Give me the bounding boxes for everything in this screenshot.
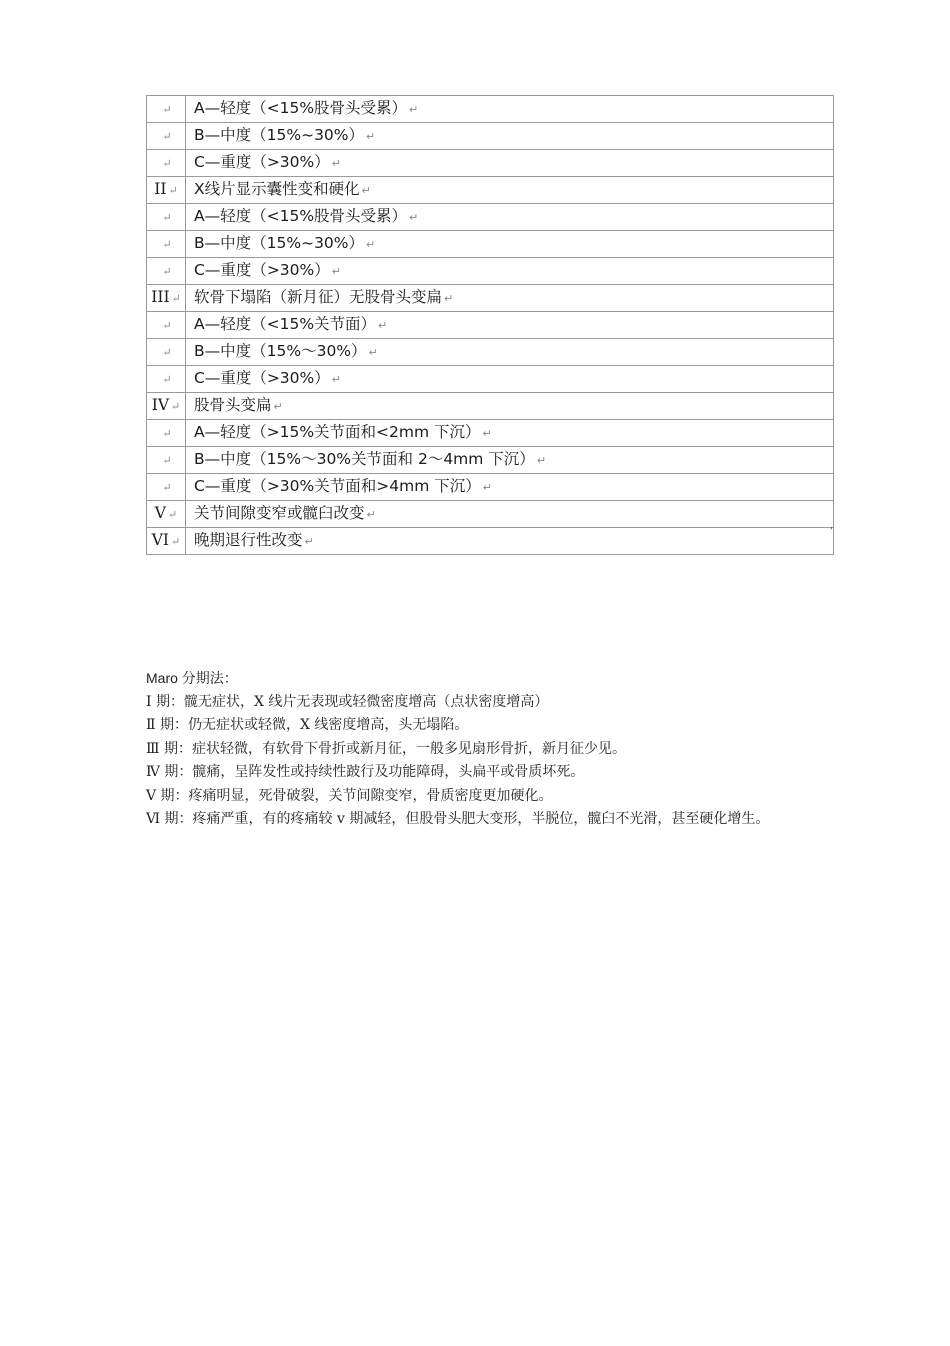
description-text: C—重度（>30%）	[194, 261, 330, 279]
paragraph-mark: ↵	[536, 454, 547, 467]
paragraph-mark: ↵	[171, 400, 181, 413]
description-text: C—重度（>30%）	[194, 369, 330, 387]
description-cell	[186, 204, 834, 231]
stage-label: V	[154, 504, 166, 522]
paragraph-mark: ↵	[162, 481, 172, 494]
description-cell	[186, 231, 834, 258]
staging-table-image	[146, 99, 834, 549]
paragraph-mark: ↵	[162, 238, 172, 251]
stage-cell	[147, 285, 186, 312]
stage-line-6: Ⅵ 期：疼痛严重，有的疼痛较 v 期减轻，但股骨头肥大变形，半脱位，髋臼不光滑，甚至硬化增生。	[146, 811, 770, 827]
paragraph-mark: ↵	[482, 427, 492, 440]
description-cell	[186, 150, 834, 177]
description-cell	[186, 177, 834, 204]
paragraph-mark: ↵	[331, 157, 341, 170]
stage-cell	[147, 474, 186, 501]
table-row	[147, 258, 834, 285]
description-text: X线片显示囊性变和硬化	[194, 180, 360, 198]
paragraph-mark: ↵	[162, 265, 172, 278]
stage-line-3: Ⅲ 期：症状轻微，有软骨下骨折或新月征，一般多见扇形骨折，新月征少见。	[146, 740, 626, 757]
paragraph-mark: ↵	[171, 292, 181, 305]
table-row	[147, 393, 834, 420]
paragraph-mark: ↵	[162, 346, 172, 359]
description-text: A—轻度（>15%关节面和<2mm 下沉）	[194, 423, 481, 441]
stage-cell	[147, 231, 186, 258]
stage-cell	[147, 339, 186, 366]
paragraph-mark: ↵	[361, 184, 371, 197]
paragraph-mark: ↵	[162, 103, 172, 116]
description-cell	[186, 528, 834, 555]
description-text: 股骨头变扁	[194, 396, 272, 414]
description-text: B—中度（15%~30%）	[194, 234, 365, 252]
paragraph-mark: ↵	[482, 481, 492, 494]
description-cell	[186, 447, 834, 474]
paragraph-mark: ↵	[162, 157, 172, 170]
stage-line-4: Ⅳ 期：髋痛，呈阵发性或持续性跛行及功能障碍，头扁平或骨质坏死。	[146, 764, 585, 780]
paragraph-mark: ↵	[162, 427, 172, 440]
description-cell	[186, 420, 834, 447]
table-row	[147, 420, 834, 447]
description-cell	[186, 501, 834, 528]
description-cell	[186, 393, 834, 420]
description-cell	[186, 339, 834, 366]
paragraph-mark: ↵	[444, 292, 454, 305]
table-row	[147, 285, 834, 312]
paragraph-mark: ↵	[378, 319, 388, 332]
description-cell	[186, 258, 834, 285]
stage-line-1: Ⅰ 期：髋无症状，X 线片无表现或轻微密度增高（点状密度增高）	[146, 693, 549, 710]
description-text: 晚期退行性改变	[194, 531, 303, 549]
paragraph-mark: ↵	[368, 346, 378, 359]
paragraph-mark: ↵	[366, 238, 376, 251]
stage-cell	[147, 501, 186, 528]
table-row	[147, 366, 834, 393]
description-cell	[186, 366, 834, 393]
paragraph-mark: ↵	[331, 373, 341, 386]
paragraph-mark: ↵	[162, 211, 172, 224]
section-heading: Maro 分期法：	[146, 670, 238, 686]
description-text: 关节间隙变窄或髋臼改变	[194, 504, 365, 522]
table-row	[147, 528, 834, 555]
paragraph-mark: ↵	[167, 508, 178, 521]
description-text: C—重度（>30%）	[194, 153, 330, 171]
stage-cell	[147, 420, 186, 447]
paragraph-mark: ↵	[366, 508, 376, 521]
stage-cell	[147, 258, 186, 285]
table-row	[147, 312, 834, 339]
paragraph-mark: ↵	[366, 130, 376, 143]
stage-label: IV	[151, 396, 170, 414]
stage-line-2: Ⅱ 期：仍无症状或轻微，X 线密度增高，头无塌陷。	[146, 717, 469, 733]
stage-label: III	[151, 288, 170, 306]
table-row	[147, 474, 834, 501]
description-text: 软骨下塌陷（新月征）无股骨头变扁	[194, 288, 443, 306]
stage-cell	[147, 177, 186, 204]
table-row	[147, 231, 834, 258]
table-row	[147, 96, 834, 123]
description-cell	[186, 96, 834, 123]
stage-cell	[147, 150, 186, 177]
stage-label: VI	[151, 531, 170, 549]
stage-cell	[147, 96, 186, 123]
stage-cell	[147, 204, 186, 231]
stage-cell	[147, 393, 186, 420]
stage-cell	[147, 123, 186, 150]
staging-table	[146, 95, 834, 555]
table-row	[147, 177, 834, 204]
description-cell	[186, 285, 834, 312]
paragraph-mark: ↵	[409, 103, 419, 116]
description-text: C—重度（>30%关节面和>4mm 下沉）	[194, 477, 481, 495]
description-text: A—轻度（<15%股骨头受累）	[194, 99, 408, 117]
stage-line-5: Ⅴ 期：疼痛明显，死骨破裂，关节间隙变窄，骨质密度更加硬化。	[146, 787, 553, 804]
paragraph-mark: ↵	[168, 184, 178, 197]
trailing-mark: ,	[830, 520, 834, 531]
paragraph-mark: ↵	[171, 535, 181, 548]
description-text: B—中度（15%～30%关节面和 2～4mm 下沉）	[194, 450, 535, 468]
paragraph-mark: ↵	[273, 400, 283, 413]
description-cell	[186, 312, 834, 339]
paragraph-mark: ↵	[162, 454, 172, 467]
paragraph-mark: ↵	[409, 211, 419, 224]
description-text: A—轻度（<15%股骨头受累）	[194, 207, 408, 225]
description-cell	[186, 123, 834, 150]
description-text: A—轻度（<15%关节面）	[194, 315, 377, 333]
description-text: B—中度（15%～30%）	[194, 342, 367, 360]
paragraph-mark: ↵	[162, 373, 172, 386]
stage-cell	[147, 447, 186, 474]
table-row	[147, 123, 834, 150]
stage-label: II	[154, 180, 167, 198]
stage-cell	[147, 312, 186, 339]
paragraph-mark: ↵	[304, 535, 314, 548]
table-row	[147, 204, 834, 231]
stage-cell	[147, 528, 186, 555]
paragraph-mark: ↵	[162, 319, 172, 332]
stage-cell	[147, 366, 186, 393]
description-text: B—中度（15%~30%）	[194, 126, 365, 144]
table-row	[147, 501, 834, 528]
table-row	[147, 339, 834, 366]
paragraph-mark: ↵	[162, 130, 172, 143]
paragraph-mark: ↵	[331, 265, 341, 278]
table-row	[147, 150, 834, 177]
description-cell	[186, 474, 834, 501]
table-row	[147, 447, 834, 474]
maro-staging-text	[146, 667, 806, 832]
